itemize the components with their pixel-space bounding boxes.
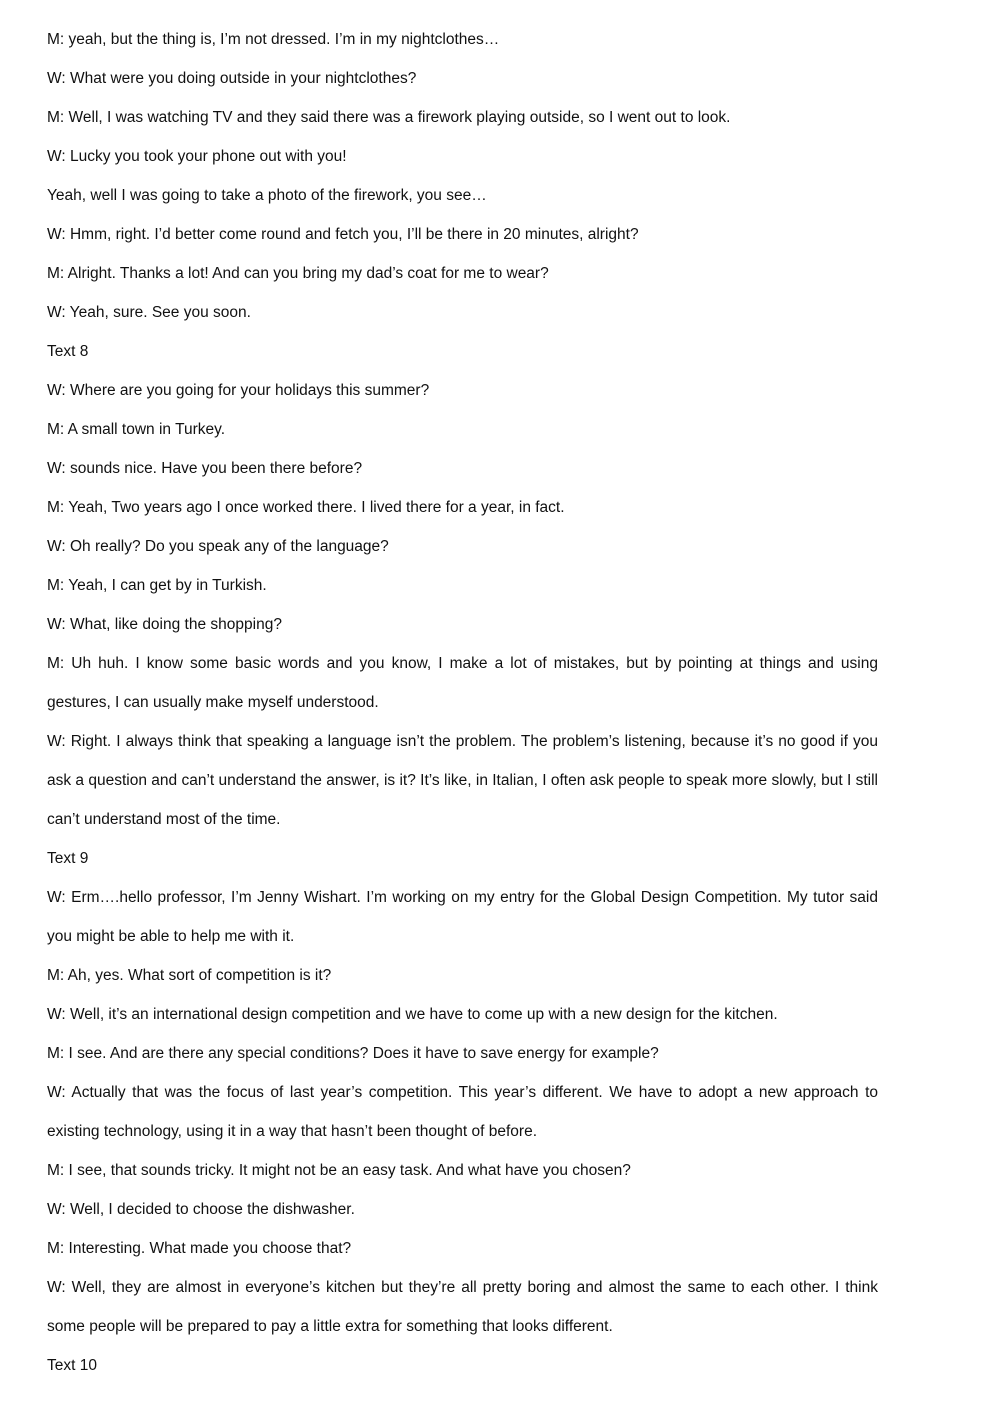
- dialogue-line: Yeah, well I was going to take a photo of the firework, you see…: [47, 187, 487, 204]
- dialogue-line: W: Actually that was the focus of last year’s competition. This year’s different. We have to adopt a new approach to existing technology, using it in a way that hasn’t been thought of before.: [47, 1084, 878, 1140]
- section-heading-text-8: Text 8: [47, 343, 89, 360]
- section-heading-text-10: Text 10: [47, 1357, 97, 1374]
- dialogue-line: M: Well, I was watching TV and they said there was a firework playing outside, so I went out to look.: [47, 109, 731, 126]
- dialogue-line: W: What, like doing the shopping?: [47, 616, 282, 633]
- dialogue-line: M: Interesting. What made you choose that?: [47, 1240, 352, 1257]
- dialogue-line: W: Lucky you took your phone out with you!: [47, 148, 347, 165]
- dialogue-line: W: Well, I decided to choose the dishwasher.: [47, 1201, 355, 1218]
- dialogue-line: M: I see, that sounds tricky. It might not be an easy task. And what have you chosen?: [47, 1162, 631, 1179]
- dialogue-line: W: Yeah, sure. See you soon.: [47, 304, 251, 321]
- dialogue-line: M: A small town in Turkey.: [47, 421, 226, 438]
- transcript-page: [47, 20, 878, 1385]
- dialogue-line: M: Ah, yes. What sort of competition is it?: [47, 967, 332, 984]
- dialogue-line: M: Alright. Thanks a lot! And can you bring my dad’s coat for me to wear?: [47, 265, 549, 282]
- dialogue-line: W: Right. I always think that speaking a language isn’t the problem. The problem’s listening, because it’s no good if you ask a question and can’t understand the answer, is it? It’s like, in Italian, I often ask people to speak more slowly, but I still can’t understand most of the time.: [47, 733, 878, 828]
- dialogue-line: M: Yeah, I can get by in Turkish.: [47, 577, 267, 594]
- dialogue-line: W: Oh really? Do you speak any of the language?: [47, 538, 389, 555]
- dialogue-line: W: Where are you going for your holidays this summer?: [47, 382, 430, 399]
- dialogue-line: W: What were you doing outside in your nightclothes?: [47, 70, 417, 87]
- dialogue-line: M: Uh huh. I know some basic words and you know, I make a lot of mistakes, but by pointing at things and using gestures, I can usually make myself understood.: [47, 655, 878, 711]
- dialogue-line: W: Hmm, right. I’d better come round and fetch you, I’ll be there in 20 minutes, alright?: [47, 226, 639, 243]
- dialogue-line: M: Yeah, Two years ago I once worked there. I lived there for a year, in fact.: [47, 499, 565, 516]
- dialogue-line: W: Erm….hello professor, I’m Jenny Wishart. I’m working on my entry for the Global Design Competition. My tutor said you might be able to help me with it.: [47, 889, 878, 945]
- section-heading-text-9: Text 9: [47, 850, 89, 867]
- dialogue-line: W: Well, it’s an international design competition and we have to come up with a new design for the kitchen.: [47, 1006, 778, 1023]
- dialogue-line: W: sounds nice. Have you been there before?: [47, 460, 363, 477]
- dialogue-line: M: I see. And are there any special conditions? Does it have to save energy for example?: [47, 1045, 659, 1062]
- dialogue-line: W: Well, they are almost in everyone’s kitchen but they’re all pretty boring and almost the same to each other. I think some people will be prepared to pay a little extra for something that looks different.: [47, 1279, 878, 1335]
- dialogue-line: M: yeah, but the thing is, I’m not dressed. I’m in my nightclothes…: [47, 31, 500, 48]
